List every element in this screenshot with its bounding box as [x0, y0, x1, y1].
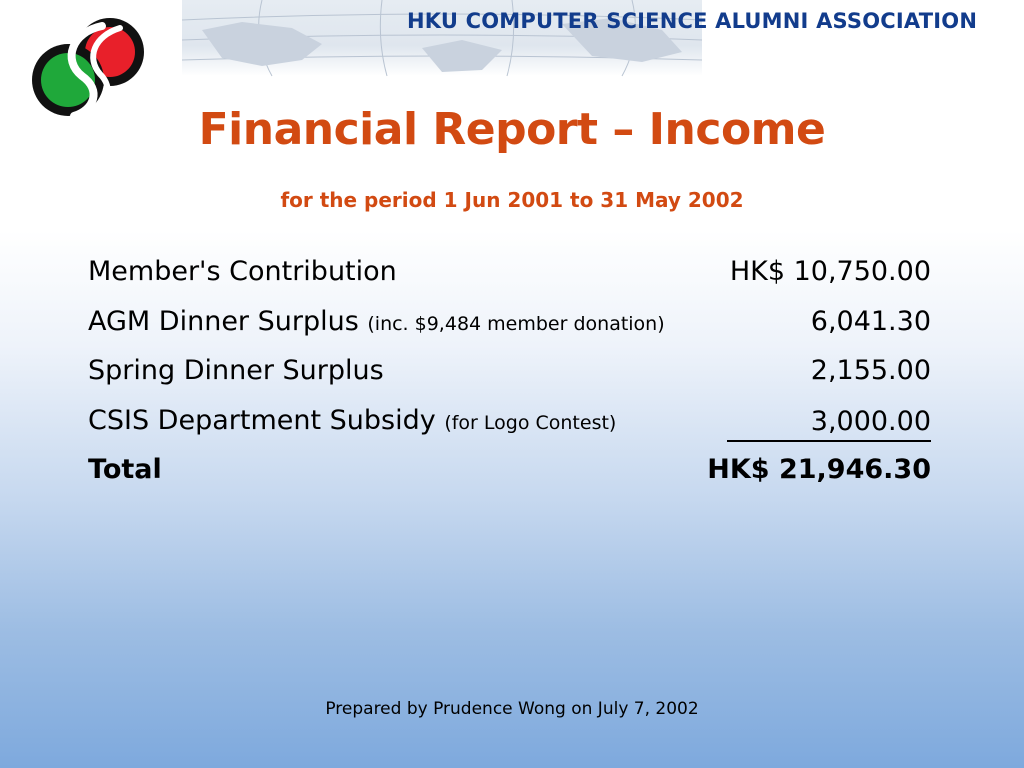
- income-label: AGM Dinner Surplus: [88, 305, 359, 337]
- total-row: [88, 450, 931, 500]
- income-amount: HK$ 10,750.00: [729, 256, 931, 287]
- income-row: [88, 302, 931, 352]
- income-label: Spring Dinner Surplus: [88, 355, 384, 386]
- prepared-by-note: Prepared by Prudence Wong on July 7, 2002: [325, 699, 699, 719]
- income-row: [88, 252, 931, 302]
- total-amount: HK$ 21,946.30: [707, 454, 931, 485]
- income-amount: 2,155.00: [810, 355, 931, 386]
- income-amount: 6,041.30: [810, 305, 931, 337]
- income-label-group: [88, 405, 616, 436]
- income-row: [88, 351, 931, 401]
- report-title: Financial Report – Income: [198, 104, 826, 155]
- income-label: Member's Contribution: [88, 256, 397, 287]
- report-period: for the period 1 Jun 2001 to 31 May 2002: [280, 188, 744, 212]
- income-row: [88, 401, 931, 451]
- income-note: (inc. $9,484 member donation): [367, 312, 665, 335]
- income-amount: 3,000.00: [727, 404, 931, 442]
- total-label: Total: [88, 454, 162, 485]
- banner-title: HKU COMPUTER SCIENCE ALUMNI ASSOCIATION: [407, 9, 978, 33]
- income-table: [88, 252, 931, 500]
- income-label: CSIS Department Subsidy: [88, 404, 436, 436]
- association-logo-icon: [24, 14, 154, 118]
- income-note: (for Logo Contest): [444, 411, 617, 434]
- income-label-group: [88, 306, 665, 337]
- header-banner: [182, 0, 978, 76]
